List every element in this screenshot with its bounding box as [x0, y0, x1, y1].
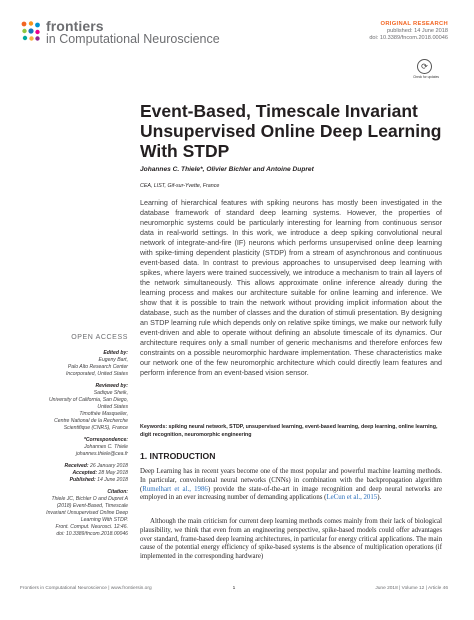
accepted-label: Accepted:	[72, 470, 98, 476]
citation-link[interactable]: Rumelhart et al., 1986	[142, 485, 208, 493]
section-heading-introduction: 1. INTRODUCTION	[140, 451, 216, 461]
published-date-sidebar: 14 June 2018	[97, 477, 128, 483]
check-updates-label: Check for updates	[413, 75, 439, 79]
published-date: published: 14 June 2018	[387, 28, 448, 34]
reviewer-line: Sadique Sheik,	[93, 390, 128, 396]
doi[interactable]: doi: 10.3389/fncom.2018.00046	[369, 35, 448, 41]
article-title: Event-Based, Timescale Invariant Unsupervised Online Deep Learning With STDP	[140, 101, 442, 161]
citation-line: Thiele JC, Bichler O and Dupret A	[51, 496, 128, 502]
reviewer-line: United States	[97, 404, 128, 410]
correspondence-label: *Correspondence:	[83, 437, 128, 443]
citation-line: Front. Comput. Neurosci. 12:46.	[55, 524, 128, 530]
intro-text: ).	[377, 494, 382, 502]
reviewed-by-label: Reviewed by:	[95, 383, 128, 389]
citation-label: Citation:	[107, 489, 128, 495]
check-updates-badge[interactable]	[415, 59, 437, 85]
journal-name: in Computational Neuroscience	[46, 32, 220, 46]
page-number: 1	[232, 586, 236, 591]
article-type: ORIGINAL RESEARCH	[380, 21, 448, 27]
reviewer-line: Timothée Masquelier,	[79, 411, 128, 417]
received-date: 26 January 2018	[90, 463, 128, 469]
intro-paragraph: Although the main criticism for current deep learning methods comes mainly from their lack of biological plausibility, we think that even from an engineering perspective, spike-based models could offer advantages over standard, frame-based deep learning architectures, in particular for energy critical applications. The main cause of the potential energy efficiency of spike-based systems is the absence of multiplication operations (if implemented in the corresponding hardware)	[140, 518, 442, 561]
received-label: Received:	[64, 463, 89, 469]
keywords: Keywords: spiking neural network, STDP, unsupervised learning, event-based learning, deep learning, online learning, digit recognition, neuromorphic engineering	[140, 424, 438, 438]
citation-line: Invariant Unsupervised Online Deep	[46, 510, 128, 516]
article-authors[interactable]: Johannes C. Thiele*, Olivier Bichler and Antoine Dupret	[140, 166, 314, 173]
citation-line: Learning With STDP.	[80, 517, 128, 523]
reviewer-line: Scientifique (CNRS), France	[63, 425, 128, 431]
edited-by-label: Edited by:	[103, 350, 128, 356]
intro-paragraph	[140, 468, 442, 503]
reviewer-line: University of California, San Diego,	[49, 397, 128, 403]
citation-link[interactable]: LeCun et al., 2015	[326, 494, 378, 502]
correspondence-email[interactable]: johannes.thiele@cea.fr	[75, 451, 128, 457]
citation-line: (2018) Event-Based, Timescale	[56, 503, 128, 509]
footer-issue: June 2018 | Volume 12 | Article 46	[375, 586, 448, 591]
correspondence-name: Johannes C. Thiele	[84, 444, 128, 450]
published-label: Published:	[69, 477, 96, 483]
intro-text: ) provide the state-of-the-art in image recognition and deep neural networks are employed in an ever increasing number of demanding applications (	[140, 485, 442, 502]
refresh-icon: ⟳	[417, 59, 432, 74]
editor-line: Eugeny Bart,	[98, 357, 128, 363]
frontiers-logo-icon	[20, 20, 42, 42]
abstract: Learning of hierarchical features with spiking neurons has mostly been investigated in the database framework of standard deep learning systems. However, the properties of neuromorphic systems could be particularly interesting for learning from continuous sensor data in real-world settings. In this work, we introduce a deep spiking convolutional neural network of integrate-and-fire (IF) neurons which performs unsupervised online deep learning with spike-timing dependent plasticity (STDP) from a stream of asynchronous and continuous event-based data. In contrast to previous approaches to unsupervised deep learning with spikes, where layers were trained successively, we introduce a mechanism to train all layers of the network simultaneously. This allows approximate online inference already during the learning process and makes our architecture suitable for online learning and inference. We show that it is possible to train the network without providing implicit information about the database, such as the number of classes and the duration of stimuli presentation. By designing an STDP learning rule which depends only on relative spike timings, we make our network fully event-driven and able to operate without defining an absolute timescale of its dynamics. Our architecture requires only a small number of generic mechanisms and therefore enforces few constraints on a possible neuromorphic hardware implementation. These characteristics make our network one of the few neuromorphic architecture which could directly learn features and perform inference from an event-based vision sensor.	[140, 199, 442, 377]
article-meta	[369, 21, 448, 42]
brand-name: frontiers	[46, 18, 104, 34]
article-affiliation: CEA, LIST, Gif-sur-Yvette, France	[140, 183, 220, 189]
journal-logo[interactable]	[20, 18, 220, 50]
intro-text: Deep Learning has in recent years become one of the most popular and powerful machine learning methods. In particular, convolutional neural networks (CNNs) in combination with the backpropagation algorithm (	[140, 468, 442, 493]
citation-doi[interactable]: doi: 10.3389/fncom.2018.00046	[56, 531, 128, 537]
article-sidebar	[20, 333, 128, 538]
reviewer-line: Centre National de la Recherche	[54, 418, 128, 424]
editor-line: Palo Alto Research Center	[67, 364, 128, 370]
editor-line: Incorporated, United States	[65, 371, 128, 377]
article-dates	[20, 463, 128, 484]
footer-journal[interactable]: Frontiers in Computational Neuroscience | www.frontiersin.org	[20, 586, 152, 591]
accepted-date: 28 May 2018	[98, 470, 128, 476]
open-access-label[interactable]: OPEN ACCESS	[71, 334, 128, 341]
